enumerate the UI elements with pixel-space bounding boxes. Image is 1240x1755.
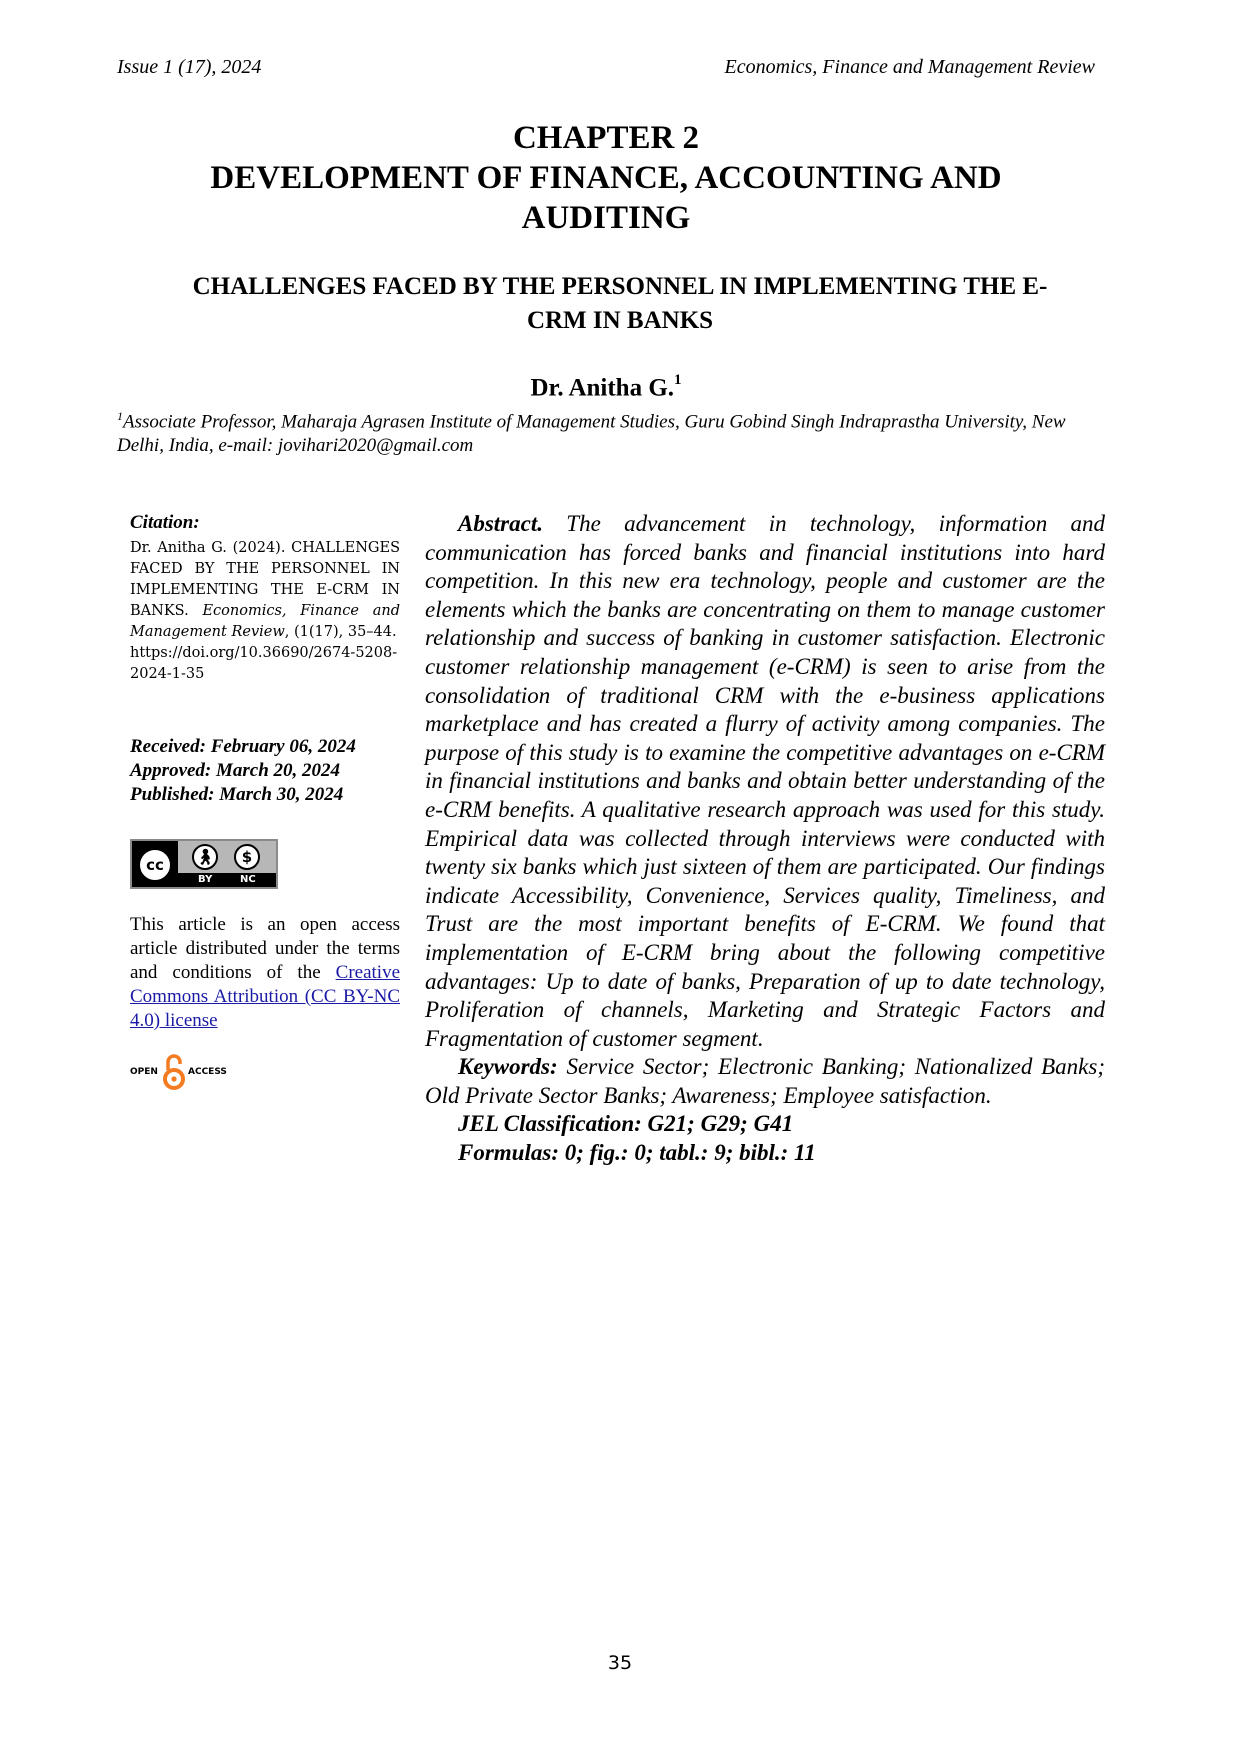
author-affiliation	[117, 404, 1114, 458]
issue-label: Issue 1 (17), 2024	[117, 56, 262, 78]
citation-text	[130, 538, 400, 643]
author-name	[117, 374, 1095, 402]
non-commercial-icon: $	[234, 844, 260, 870]
license-statement	[130, 913, 400, 1033]
cc-license-badge	[130, 839, 278, 889]
article-title	[130, 270, 1110, 338]
oa-open-label: OPEN	[130, 1067, 158, 1077]
jel-classification: JEL Classification: G21; G29; G41	[458, 1111, 794, 1137]
published-date: Published: March 30, 2024	[130, 784, 344, 805]
approved-date: Approved: March 20, 2024	[130, 760, 341, 781]
publication-dates	[130, 735, 400, 807]
author-superscript: 1	[674, 372, 682, 388]
article-title-line-1: CHALLENGES FACED BY THE PERSONNEL IN IMPLEMENTING THE E-	[192, 273, 1048, 300]
abstract-paragraph	[425, 510, 1105, 1053]
journal-name: Economics, Finance and Management Review	[724, 56, 1095, 78]
license-link[interactable]: Creative Commons Attribution (CC BY-NC 4.0) license	[130, 962, 400, 1031]
article-sidebar	[130, 512, 400, 1093]
citation-label: Citation:	[130, 512, 200, 533]
attribution-icon: 🚶︎	[192, 844, 218, 870]
cc-nc-label: NC	[240, 874, 256, 885]
cc-icon-panel	[178, 841, 276, 873]
running-header	[117, 56, 1095, 82]
keywords-paragraph	[425, 1053, 1105, 1110]
page-number: 35	[607, 1652, 633, 1674]
citation-doi[interactable]: https://doi.org/10.36690/2674-5208-2024-1-35	[130, 645, 398, 682]
citation-main: Dr. Anitha G. (2024). CHALLENGES FACED BY THE PERSONNEL IN IMPLEMENTING THE E-CRM IN BANKS.	[130, 540, 400, 619]
keywords-label: Keywords:	[458, 1054, 558, 1080]
abstract-label: Abstract.	[458, 511, 543, 536]
cc-by-label: BY	[198, 874, 213, 885]
received-date: Received: February 06, 2024	[130, 736, 356, 757]
affiliation-superscript: 1	[117, 409, 123, 423]
chapter-heading	[117, 118, 1095, 238]
chapter-title-line-2: AUDITING	[521, 200, 691, 236]
license-prefix: This article is an open access article distributed under the terms and conditions of the	[130, 914, 400, 983]
article-title-line-2: CRM IN BANKS	[526, 307, 714, 334]
chapter-number: CHAPTER 2	[512, 120, 700, 156]
open-access-logo	[130, 1053, 400, 1093]
affiliation-text: Associate Professor, Maharaja Agrasen Institute of Management Studies, Guru Gobind Singh Indraprastha University, New Delhi, India, e-mail: jovihari2020@gmail.com	[117, 411, 1066, 457]
abstract-section	[425, 510, 1105, 1168]
creative-commons-icon: cc	[137, 847, 173, 883]
abstract-text: The advancement in technology, information and communication has forced banks and financial institutions into hard competition. In this new era technology, people and customer are the elements which the banks are concentrating on them to manage customer relationship and success of banking in customer satisfaction. Electronic customer relationship management (e-CRM) is seen to arise from the consolidation of traditional CRM with the e-business applications marketplace and has created a flurry of activity among companies. The purpose of this study is to examine the competitive advantages on e-CRM in financial institutions and banks and obtain better understanding of the e-CRM benefits. A qualitative research approach was used for this study. Empirical data was collected through interviews were conducted with twenty six banks which just sixteen of them are participated. Our findings indicate Accessibility, Convenience, Services quality, Timeliness, and Trust are the most important benefits of E-CRM. We found that implementation of E-CRM bring about the following competitive advantages: Up to date of banks, Preparation of up to date technology, Proliferation of channels, Marketing and Strategic Factors and Fragmentation of customer segment.	[425, 511, 1105, 1051]
citation-issue: , (1(17), 35–44.	[284, 624, 397, 640]
chapter-title-line-1: DEVELOPMENT OF FINANCE, ACCOUNTING AND	[210, 160, 1002, 196]
oa-access-label: ACCESS	[188, 1067, 227, 1077]
open-access-lock-icon	[163, 1053, 185, 1091]
citation-journal: Economics, Finance and Management Review	[130, 603, 400, 640]
keywords-text: Service Sector; Electronic Banking; Nationalized Banks; Old Private Sector Banks; Awareness; Employee satisfaction.	[425, 1054, 1105, 1108]
author-name-text: Dr. Anitha G.	[530, 374, 675, 402]
formulas-count: Formulas: 0; fig.: 0; tabl.: 9; bibl.: 11	[458, 1140, 816, 1166]
